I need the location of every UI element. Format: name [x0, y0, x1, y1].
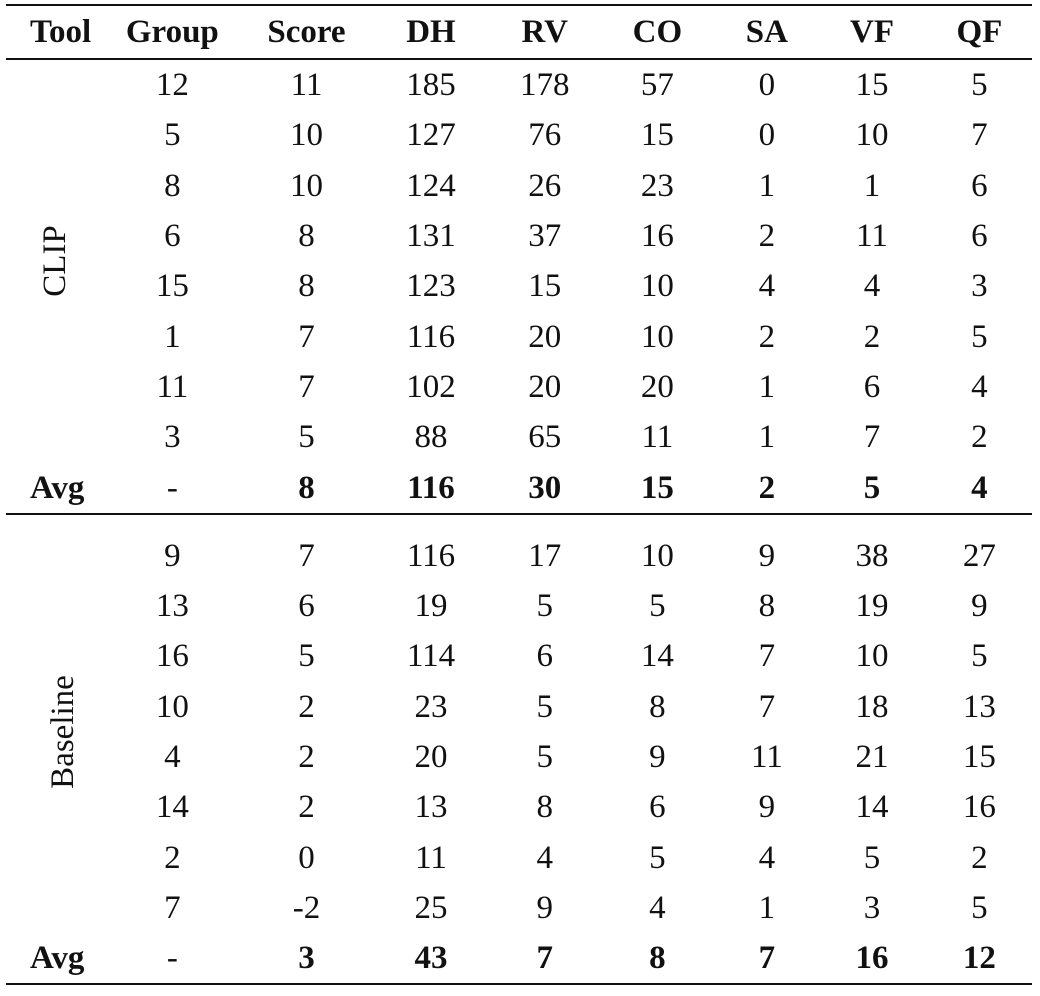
table-cell: 25 — [414, 889, 448, 926]
header-dh: DH — [371, 5, 491, 59]
table-cell: 5 — [649, 839, 666, 876]
table-cell: 4 — [863, 268, 881, 305]
table-cell: 12 — [155, 67, 189, 104]
table-cell: 102 — [406, 368, 456, 405]
table-cell: 10 — [855, 117, 889, 154]
average-row — [6, 462, 1032, 513]
average-cell: - — [103, 462, 243, 513]
table-row — [6, 883, 1032, 933]
table-cell: 0 — [758, 67, 776, 104]
table-cell: 116 — [406, 537, 456, 574]
table-cell: 7 — [971, 117, 988, 154]
table-cell: 23 — [414, 688, 448, 725]
table-cell: 10 — [640, 268, 674, 305]
table-cell: 27 — [962, 537, 996, 574]
header-tool: Tool — [6, 5, 103, 59]
table-cell: 16 — [640, 218, 674, 255]
table-cell: 4 — [758, 268, 776, 305]
table-cell: 2 — [971, 839, 988, 876]
table-cell: 11 — [156, 368, 189, 405]
table-cell: 20 — [414, 739, 448, 775]
table-cell: 2 — [298, 739, 315, 775]
table-cell: 9 — [164, 537, 181, 574]
table-cell: 7 — [863, 419, 881, 456]
table-cell: 4 — [536, 839, 553, 876]
average-cell: 8 — [598, 933, 716, 984]
header-vf: VF — [817, 5, 926, 59]
table-row — [6, 581, 1032, 631]
table-row — [6, 311, 1032, 361]
table-cell: 15 — [855, 67, 889, 104]
table-row — [6, 110, 1032, 160]
table-cell: 7 — [758, 638, 776, 675]
table-cell: 185 — [406, 67, 456, 104]
table-cell: 7 — [298, 318, 315, 355]
table-cell: 1 — [164, 318, 181, 355]
table-cell: 13 — [414, 789, 448, 826]
table-cell: 10 — [855, 638, 889, 675]
average-cell: 2 — [716, 462, 817, 513]
table-cell: 10 — [640, 537, 674, 574]
table-cell: -2 — [292, 889, 321, 926]
average-cell: 7 — [716, 933, 817, 984]
average-cell: 16 — [817, 933, 926, 984]
table-cell: 3 — [971, 268, 988, 305]
table-cell: 123 — [406, 268, 456, 305]
table-cell: 4 — [164, 739, 181, 775]
table-cell: 2 — [971, 419, 988, 456]
table-cell: 10 — [155, 688, 189, 725]
table-cell: 15 — [528, 268, 562, 305]
table-cell: 2 — [298, 789, 315, 826]
table-cell: 6 — [164, 218, 181, 255]
table-cell: 14 — [640, 638, 674, 675]
table-cell: 5 — [649, 588, 666, 625]
tool-label-cell — [6, 59, 103, 462]
table-cell: 8 — [298, 268, 315, 305]
table-cell: 178 — [519, 67, 570, 104]
table-row — [6, 412, 1032, 462]
table-cell: 2 — [758, 318, 776, 355]
table-cell: 10 — [289, 117, 323, 154]
table-cell: 5 — [536, 588, 553, 625]
table-cell: 9 — [536, 889, 553, 926]
table-cell: 19 — [414, 588, 448, 625]
table-cell: 15 — [155, 268, 189, 305]
table-cell: 10 — [640, 318, 674, 355]
table-cell: 6 — [298, 588, 315, 625]
table-cell: 6 — [863, 368, 881, 405]
table-cell: 6 — [971, 167, 988, 204]
table-cell: 13 — [962, 688, 996, 725]
table-cell: 23 — [640, 167, 674, 204]
table-cell: 37 — [528, 218, 562, 255]
table-cell: 5 — [971, 638, 988, 675]
table-cell: 5 — [536, 739, 553, 775]
table-cell: 17 — [528, 537, 562, 574]
table-cell: 20 — [528, 318, 562, 355]
average-label: Avg — [6, 462, 103, 513]
table-cell: 16 — [155, 638, 189, 675]
table-cell: 7 — [758, 688, 776, 725]
average-row — [6, 933, 1032, 984]
table-cell: 8 — [649, 688, 666, 725]
header-co: CO — [598, 5, 716, 59]
table-cell: 10 — [289, 167, 323, 204]
table-cell: 0 — [298, 839, 315, 876]
table-row — [6, 362, 1032, 412]
table-cell: 20 — [640, 368, 674, 405]
table-cell: 0 — [758, 117, 776, 154]
table-header — [6, 5, 1032, 59]
table-cell: 26 — [528, 167, 562, 204]
table-cell: 4 — [649, 889, 666, 926]
table-cell: 16 — [962, 789, 996, 826]
table-cell: 21 — [855, 739, 889, 775]
table-cell: 57 — [640, 67, 674, 104]
table-cell: 5 — [298, 419, 315, 456]
table-cell: 15 — [640, 117, 674, 154]
table-cell: 19 — [855, 588, 889, 625]
table-row — [6, 631, 1032, 681]
average-cell: 3 — [242, 933, 371, 984]
average-cell: 43 — [371, 933, 491, 984]
table-row — [6, 514, 1032, 581]
table-row — [6, 261, 1032, 311]
table-cell: 4 — [971, 368, 988, 405]
table-cell: 76 — [528, 117, 562, 154]
header-sa: SA — [716, 5, 817, 59]
table-cell: 127 — [406, 117, 456, 154]
average-cell: 116 — [371, 462, 491, 513]
header-score: Score — [242, 5, 371, 59]
table-cell: 1 — [863, 167, 881, 204]
table-cell: 15 — [962, 739, 996, 775]
average-label: Avg — [6, 933, 103, 984]
table-cell: 9 — [649, 739, 666, 775]
table-row — [6, 161, 1032, 211]
table-cell: 5 — [971, 67, 988, 104]
table-cell: 14 — [855, 789, 889, 826]
table-row — [6, 782, 1032, 832]
table-cell: 3 — [164, 419, 181, 456]
table-cell: 124 — [406, 167, 456, 204]
tool-label-cell — [6, 514, 103, 933]
table-cell: 2 — [298, 688, 315, 725]
table-cell: 2 — [758, 218, 776, 255]
table-cell: 18 — [855, 688, 889, 725]
table-cell: 38 — [855, 537, 889, 574]
table-cell: 6 — [536, 638, 553, 675]
table-cell: 2 — [164, 839, 181, 876]
table-cell: 13 — [155, 588, 189, 625]
table-cell: 8 — [298, 218, 315, 255]
table-row — [6, 59, 1032, 110]
table-cell: 5 — [863, 839, 881, 876]
table-cell: 114 — [406, 638, 456, 675]
table-cell: 131 — [406, 218, 456, 255]
table-cell: 88 — [414, 419, 448, 456]
average-cell: 15 — [598, 462, 716, 513]
table-cell: 8 — [164, 167, 181, 204]
table-cell: 6 — [971, 218, 988, 255]
table-cell: 7 — [298, 537, 315, 574]
average-cell: 7 — [491, 933, 598, 984]
table-cell: 6 — [649, 789, 666, 826]
table-cell: 14 — [155, 789, 189, 826]
table-cell: 11 — [641, 419, 674, 456]
table-cell: 5 — [971, 889, 988, 926]
header-row — [6, 5, 1032, 59]
average-cell: 5 — [817, 462, 926, 513]
table-cell: 5 — [164, 117, 181, 154]
header-qf: QF — [927, 5, 1032, 59]
table-cell: 7 — [298, 368, 315, 405]
table-cell: 1 — [758, 889, 776, 926]
table-cell: 5 — [536, 688, 553, 725]
table-cell: 11 — [415, 839, 447, 876]
table-row — [6, 832, 1032, 882]
table-cell: 1 — [758, 419, 776, 456]
table-cell: 8 — [536, 789, 553, 826]
table-row — [6, 732, 1032, 782]
table-cell: 3 — [863, 889, 881, 926]
table-cell: 116 — [406, 318, 456, 355]
table-cell: 4 — [758, 839, 776, 876]
average-cell: 8 — [242, 462, 371, 513]
table-cell: 11 — [856, 218, 888, 255]
table-cell: 7 — [164, 889, 181, 926]
tool-label: CLIP — [36, 225, 73, 297]
table-cell: 9 — [758, 537, 776, 574]
results-table — [6, 4, 1032, 985]
table-cell: 9 — [758, 789, 776, 826]
average-cell: 30 — [491, 462, 598, 513]
section-baseline — [6, 514, 1032, 985]
table-cell: 5 — [971, 318, 988, 355]
table-cell: 8 — [758, 588, 776, 625]
table-cell: 1 — [758, 167, 776, 204]
average-cell: 4 — [927, 462, 1032, 513]
table-cell: 9 — [971, 588, 988, 625]
header-group: Group — [103, 5, 243, 59]
table-cell: 11 — [750, 739, 783, 775]
table-row — [6, 682, 1032, 732]
table-cell: 11 — [290, 67, 323, 104]
section-clip — [6, 59, 1032, 514]
table-cell: 2 — [863, 318, 881, 355]
tool-label: Baseline — [44, 675, 81, 789]
table-row — [6, 211, 1032, 261]
average-cell: 12 — [927, 933, 1032, 984]
table-cell: 5 — [298, 638, 315, 675]
header-rv: RV — [491, 5, 598, 59]
average-cell: - — [103, 933, 243, 984]
table-cell: 65 — [528, 419, 562, 456]
table-cell: 20 — [528, 368, 562, 405]
table-cell: 1 — [758, 368, 776, 405]
